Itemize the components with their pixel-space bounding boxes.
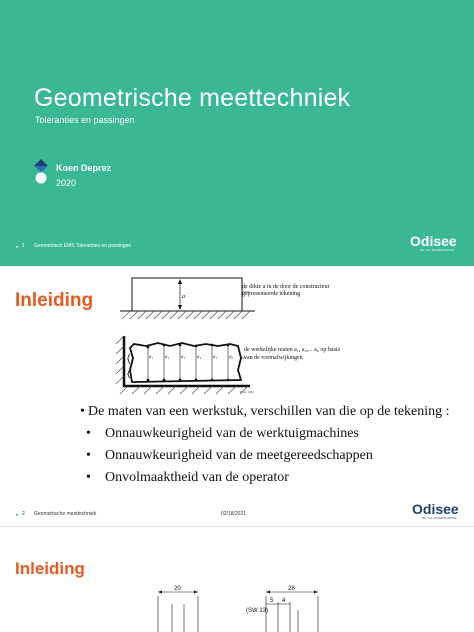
dim-a1-label: a₁ bbox=[149, 355, 154, 360]
slide-divider bbox=[0, 526, 474, 527]
odisee-logo: Odisee bbox=[412, 501, 459, 517]
dim-a5-label: a₅ bbox=[213, 355, 218, 360]
slide-heading: Inleiding bbox=[15, 290, 94, 311]
dim-4-label: 4 bbox=[282, 598, 286, 604]
dim-a-label: a bbox=[182, 294, 185, 300]
odisee-logo: Odisee bbox=[410, 233, 457, 249]
dim-a3-label: a₃ bbox=[181, 355, 186, 360]
figure-credit: Bron: Wiki bbox=[240, 390, 254, 394]
bullet-icon: • bbox=[80, 404, 85, 419]
footer-date: 02/18/2021 bbox=[221, 511, 247, 517]
dim-a6-label: a₆ bbox=[229, 355, 234, 360]
dim-a4-label: a₄ bbox=[197, 355, 202, 360]
slide-inleiding bbox=[0, 266, 474, 524]
slide-number: 1 bbox=[22, 243, 25, 249]
dim-5-label: 5 bbox=[270, 598, 274, 604]
slide-title bbox=[0, 0, 474, 266]
bullet-icon: • bbox=[86, 448, 91, 463]
odisee-logo-tagline: DE CO-HOGESCHOOL bbox=[420, 248, 456, 252]
slide-inleiding-2 bbox=[0, 530, 474, 632]
author-name: Koen Deprez bbox=[56, 163, 112, 173]
figure-label-bottom-1: de werkelijke maten a₁, a₂,... a₆ op basis bbox=[244, 347, 340, 353]
chevron-right-icon: ▸ bbox=[16, 244, 19, 250]
bullet-icon: • bbox=[86, 426, 91, 441]
footer-text: Geometrische meettechniek bbox=[34, 511, 97, 517]
dim-sw13-label: (SW 13) bbox=[246, 608, 269, 614]
author-icon bbox=[34, 159, 48, 185]
main-bullet-text: De maten van een werkstuk, verschillen van die op de tekening : bbox=[88, 404, 450, 419]
technical-drawing bbox=[150, 582, 330, 632]
presentation-subtitle: Toleranties en passingen bbox=[35, 115, 135, 125]
presentation-year: 2020 bbox=[56, 178, 77, 188]
main-bullet bbox=[80, 404, 460, 420]
footer-text: Geometrisch EMS Toleranties en passingen bbox=[34, 243, 132, 249]
odisee-logo-tagline: DE CO-HOGESCHOOL bbox=[422, 516, 458, 520]
slide-number: 2 bbox=[22, 511, 25, 517]
sub-bullet-text: Onvolmaaktheid van de operator bbox=[105, 470, 289, 485]
chevron-right-icon: ▸ bbox=[16, 512, 19, 518]
dim-a2-label: a₂ bbox=[165, 355, 170, 360]
figure-label-bottom-2: van de vormafwijkingen bbox=[244, 355, 303, 361]
figure-label-top-1: de dikte a in de door de constructeur bbox=[242, 284, 330, 290]
sub-bullet bbox=[80, 426, 460, 442]
sub-bullet-text: Onnauwkeurigheid van de werktuigmachines bbox=[105, 426, 359, 441]
sub-bullet bbox=[80, 470, 460, 486]
figure-label-top-2: gepresenteerde tekening bbox=[242, 291, 301, 297]
sub-bullet bbox=[80, 448, 460, 464]
slide-heading: Inleiding bbox=[15, 559, 85, 578]
bullet-list bbox=[80, 404, 460, 486]
dim-20-label: 20 bbox=[174, 586, 181, 592]
bullet-icon: • bbox=[86, 470, 91, 485]
presentation-title: Geometrische meettechniek bbox=[34, 84, 351, 112]
dim-28-label: 28 bbox=[288, 586, 295, 592]
sub-bullet-text: Onnauwkeurigheid van de meetgereedschappen bbox=[105, 448, 373, 463]
